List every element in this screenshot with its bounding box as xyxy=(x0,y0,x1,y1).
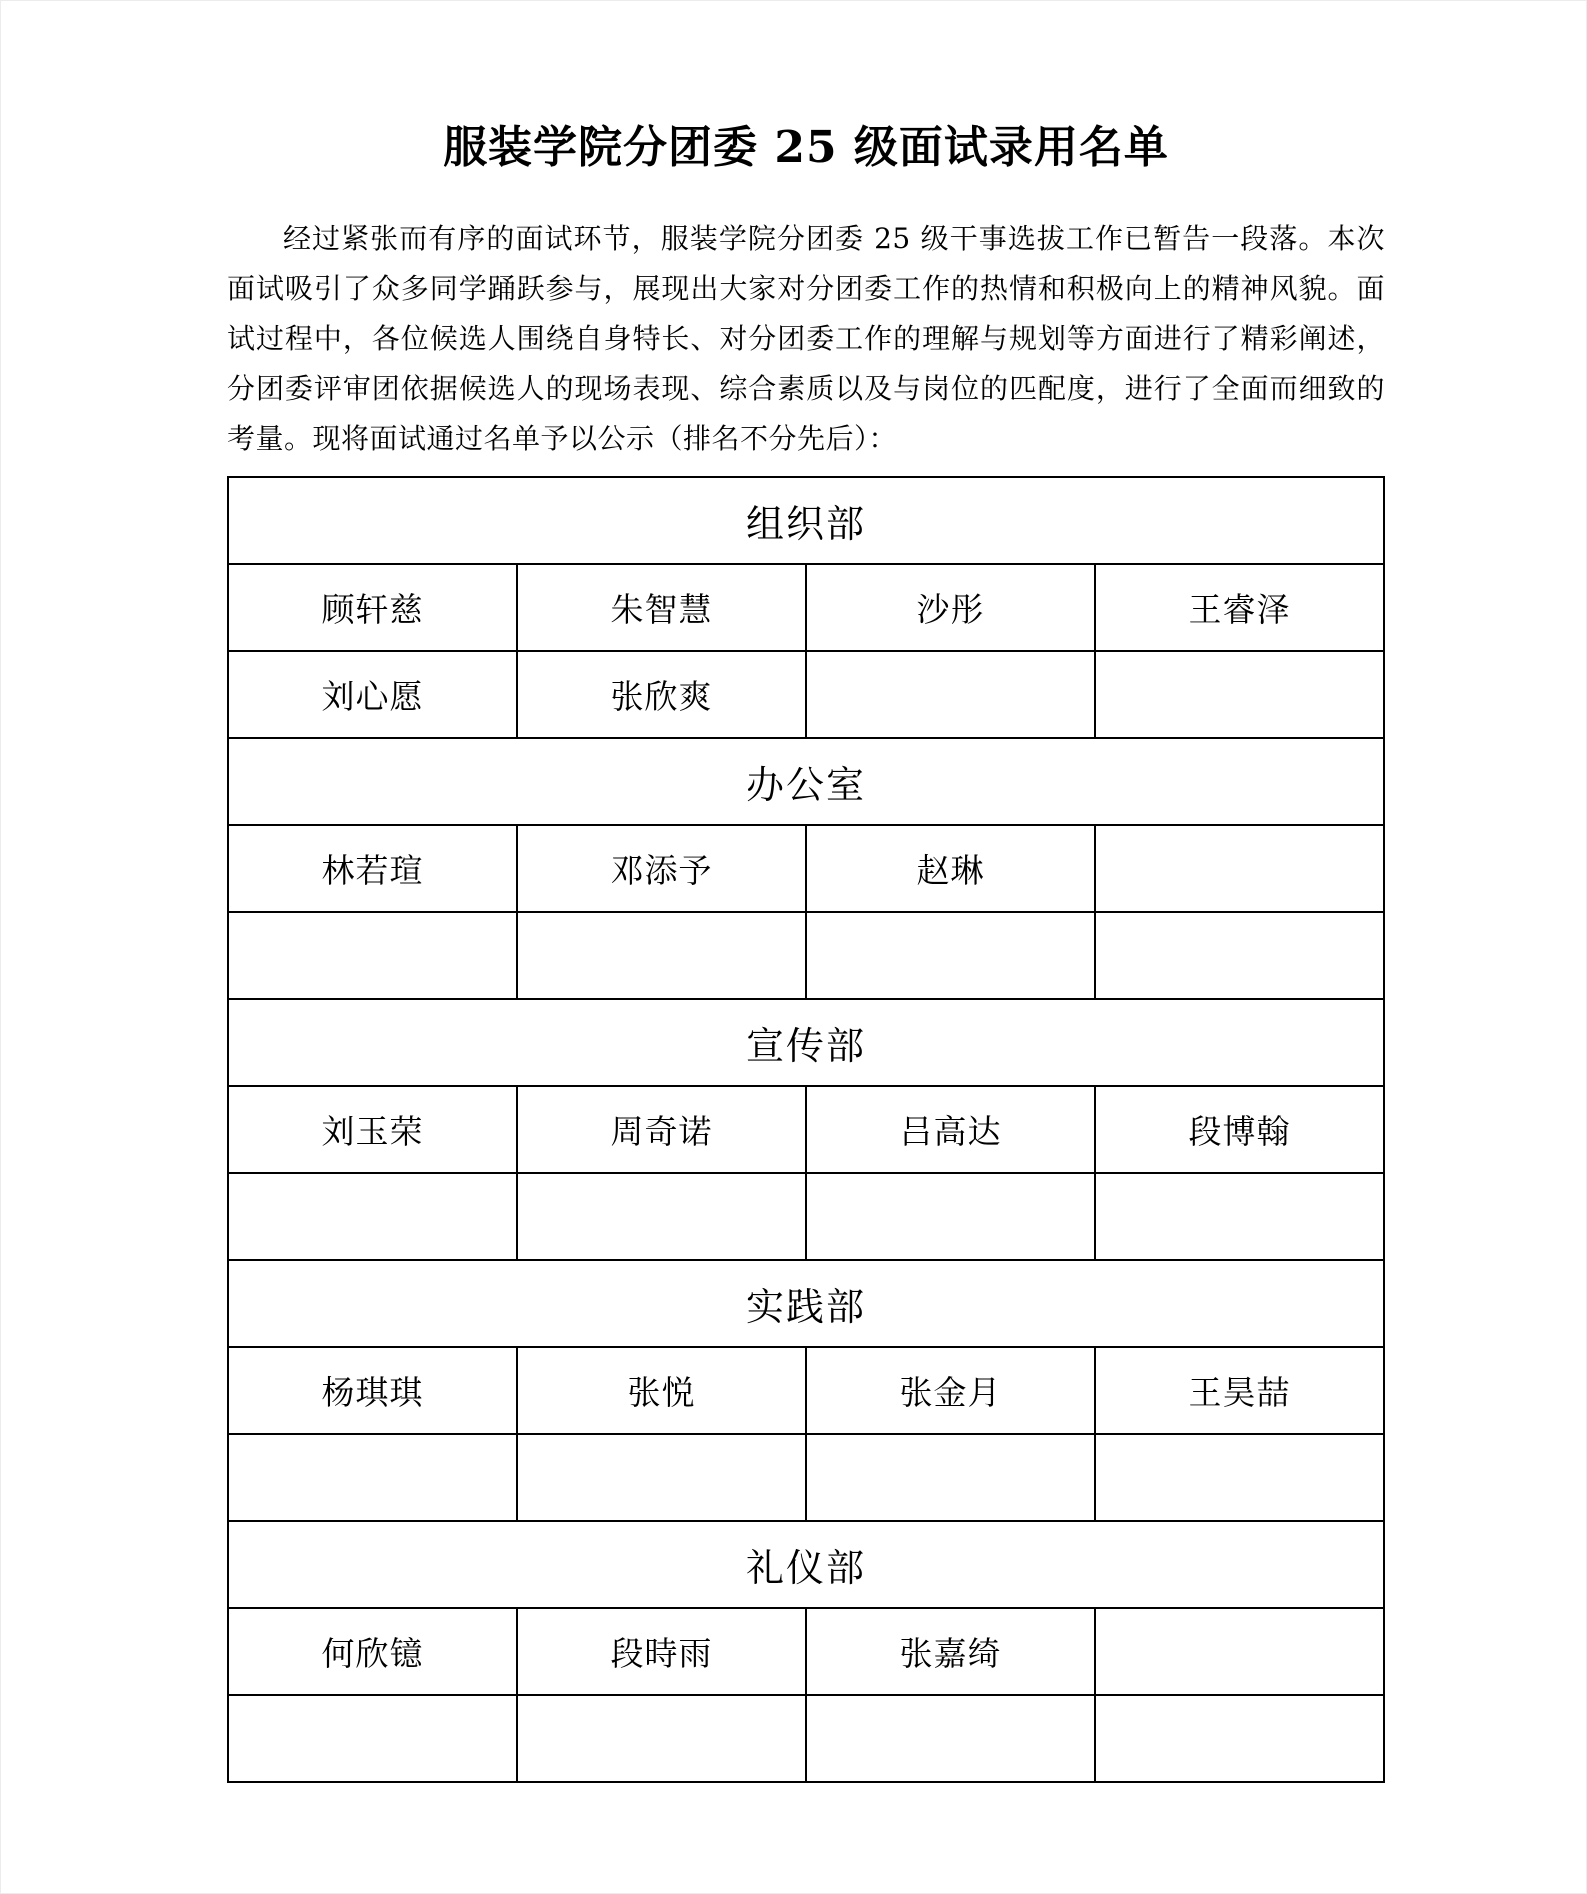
name-cell: 吕高达 xyxy=(806,1086,1095,1173)
roster-row xyxy=(228,1347,1384,1434)
section-header: 办公室 xyxy=(228,738,1384,825)
roster-row xyxy=(228,1086,1384,1173)
name-cell: 刘心愿 xyxy=(228,651,517,738)
empty-cell xyxy=(517,912,806,999)
name-cell: 张嘉绮 xyxy=(806,1608,1095,1695)
empty-cell xyxy=(806,1695,1095,1782)
section-header-row xyxy=(228,999,1384,1086)
name-cell: 邓添予 xyxy=(517,825,806,912)
roster-row xyxy=(228,1173,1384,1260)
name-cell: 周奇诺 xyxy=(517,1086,806,1173)
empty-cell xyxy=(1095,1608,1384,1695)
empty-cell xyxy=(517,1695,806,1782)
roster-row xyxy=(228,912,1384,999)
empty-cell xyxy=(228,912,517,999)
empty-cell xyxy=(228,1695,517,1782)
section-header: 组织部 xyxy=(228,477,1384,564)
name-cell: 张欣爽 xyxy=(517,651,806,738)
name-cell: 朱智慧 xyxy=(517,564,806,651)
name-cell: 段博翰 xyxy=(1095,1086,1384,1173)
roster-row xyxy=(228,564,1384,651)
name-cell: 何欣镱 xyxy=(228,1608,517,1695)
empty-cell xyxy=(1095,825,1384,912)
empty-cell xyxy=(228,1434,517,1521)
name-cell: 杨琪琪 xyxy=(228,1347,517,1434)
document-content xyxy=(227,1,1385,1783)
intro-paragraph: 经过紧张而有序的面试环节，服装学院分团委 25 级干事选拔工作已暂告一段落。本次面试吸引了众多同学踊跃参与，展现出大家对分团委工作的热情和积极向上的精神风貌。面试过程中，各位候选人围绕自身特长、对分团委工作的理解与规划等方面进行了精彩阐述，分团委评审团依据候选人的现场表现、综合素质以及与岗位的匹配度，进行了全面而细致的考量。现将面试通过名单予以公示（排名不分先后）： xyxy=(227,222,1385,456)
name-cell: 林若瑄 xyxy=(228,825,517,912)
empty-cell xyxy=(806,1173,1095,1260)
name-cell: 张金月 xyxy=(806,1347,1095,1434)
name-cell: 赵琳 xyxy=(806,825,1095,912)
empty-cell xyxy=(517,1173,806,1260)
name-cell: 王睿泽 xyxy=(1095,564,1384,651)
roster-row xyxy=(228,1695,1384,1782)
name-cell: 顾轩慈 xyxy=(228,564,517,651)
empty-cell xyxy=(1095,651,1384,738)
empty-cell xyxy=(806,651,1095,738)
roster-row xyxy=(228,651,1384,738)
name-cell: 张悦 xyxy=(517,1347,806,1434)
document-title: 服装学院分团委 25 级面试录用名单 xyxy=(443,122,1169,173)
section-header: 宣传部 xyxy=(228,999,1384,1086)
section-header-row xyxy=(228,477,1384,564)
roster-row xyxy=(228,825,1384,912)
name-cell: 段時雨 xyxy=(517,1608,806,1695)
empty-cell xyxy=(1095,1434,1384,1521)
section-header-row xyxy=(228,738,1384,825)
roster-table-body xyxy=(228,477,1384,1782)
empty-cell xyxy=(806,1434,1095,1521)
name-cell: 王昊喆 xyxy=(1095,1347,1384,1434)
section-header: 实践部 xyxy=(228,1260,1384,1347)
empty-cell xyxy=(517,1434,806,1521)
empty-cell xyxy=(1095,1695,1384,1782)
section-header-row xyxy=(228,1521,1384,1608)
section-header-row xyxy=(228,1260,1384,1347)
name-cell: 刘玉荣 xyxy=(228,1086,517,1173)
roster-row xyxy=(228,1608,1384,1695)
empty-cell xyxy=(1095,1173,1384,1260)
empty-cell xyxy=(1095,912,1384,999)
roster-row xyxy=(228,1434,1384,1521)
roster-table xyxy=(227,476,1385,1783)
section-header: 礼仪部 xyxy=(228,1521,1384,1608)
empty-cell xyxy=(228,1173,517,1260)
empty-cell xyxy=(806,912,1095,999)
name-cell: 沙彤 xyxy=(806,564,1095,651)
